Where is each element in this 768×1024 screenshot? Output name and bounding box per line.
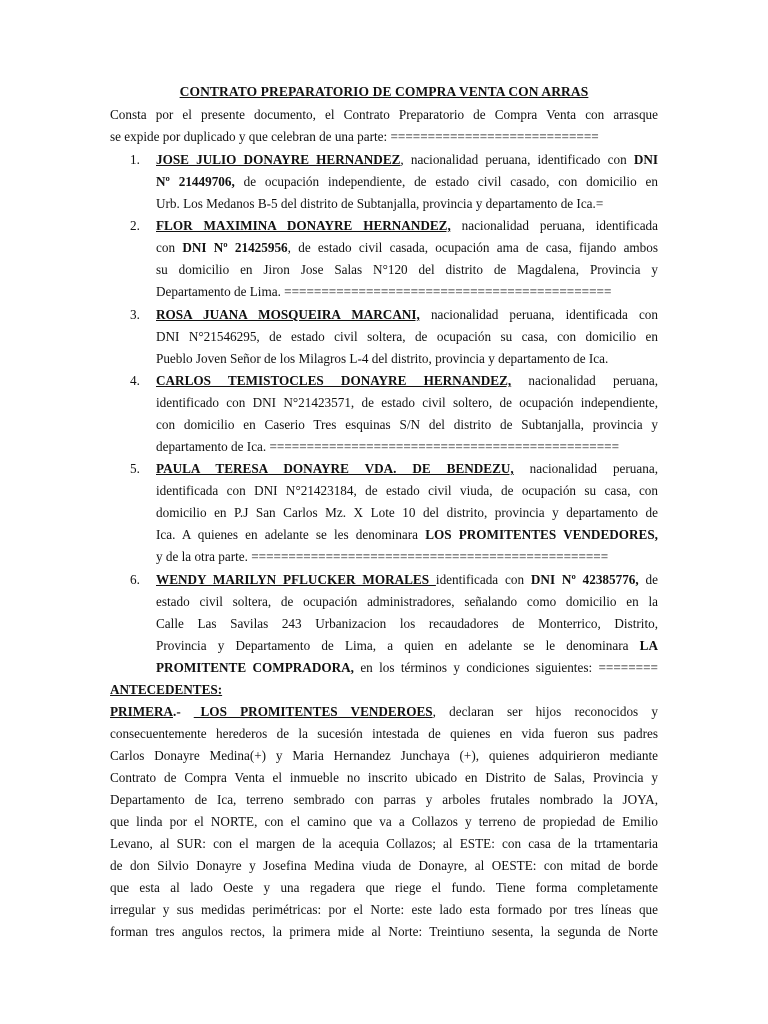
party-6-line-1-rest: identificada con: [435, 572, 531, 587]
party-2-line-2: [156, 237, 658, 259]
party-6-buyer-label-start: LA: [639, 638, 658, 653]
party-4-number: 4.: [130, 373, 140, 388]
party-1-dni-label: DNI: [633, 152, 658, 167]
party-5-line-2: identificada con DNI N°21423184, de estado civil viuda, de ocupación su casa, con: [156, 483, 658, 498]
party-1-line-1: [156, 149, 658, 171]
party-6-number: 6.: [130, 572, 140, 587]
party-1-line-2-rest: de ocupación independiente, de estado civil casado, con domicilio en: [234, 174, 658, 189]
party-1-dni-number: Nº 21449706,: [156, 174, 235, 189]
intro-line-2: se expide por duplicado y que celebran de una parte: ============================: [110, 129, 599, 144]
antecedentes-line: Contrato de Compra Venta el inmueble no inscrito ubicado en Distrito de Salas, Provincia y: [110, 770, 658, 785]
party-3-number: 3.: [130, 307, 140, 322]
party-4-line-1-rest: nacionalidad peruana,: [511, 373, 658, 388]
party-4-name: CARLOS TEMISTOCLES DONAYRE HERNANDEZ,: [156, 373, 512, 388]
primera-separator: .-: [173, 704, 194, 719]
party-6-dni: DNI Nº 42385776,: [530, 572, 639, 587]
party-6-name: WENDY MARILYN PFLUCKER MORALES: [156, 572, 436, 587]
party-2-line-4: Departamento de Lima. ============================================: [156, 284, 612, 299]
party-6-line-5: [156, 657, 658, 679]
antecedentes-line: consecuentemente herederos de la sucesión intestada de quienes en vida fueron sus padres: [110, 726, 658, 741]
party-4-line-4: departamento de Ica. ===============================================: [156, 439, 620, 454]
party-2-number: 2.: [130, 218, 140, 233]
document-title: CONTRATO PREPARATORIO DE COMPRA VENTA CON ARRAS: [179, 84, 589, 99]
party-6-line-1: [156, 569, 658, 591]
antecedentes-line: Departamento de Ica, terreno sembrado con parras y arboles frutales nombrado la JOYA,: [110, 792, 658, 807]
party-6-line-5-rest: en los términos y condiciones siguientes: ========: [353, 660, 658, 675]
party-5-name: PAULA TERESA DONAYRE VDA. DE BENDEZU,: [156, 461, 514, 476]
party-5-line-1-rest: nacionalidad peruana,: [513, 461, 658, 476]
party-6-line-4: [156, 635, 658, 657]
antecedentes-line: que esta al lado Oeste y una regadera que riege el fundo. Tiene forma completamente: [110, 880, 658, 895]
party-2-line-1-rest: nacionalidad peruana, identificada: [450, 218, 658, 233]
antecedentes-line: irregular y sus medidas perimétricas: por el Norte: este lado esta formado por tres líneas que: [110, 902, 658, 917]
party-1-line-3: Urb. Los Medanos B-5 del distrito de Subtanjalla, provincia y departamento de Ica.=: [156, 196, 604, 211]
party-1-number: 1.: [130, 152, 140, 167]
party-6-line-1-tail: de: [638, 572, 658, 587]
party-4-line-1: [156, 370, 658, 392]
party-5-line-4-pre: Ica. A quienes en adelante se les denominara: [156, 527, 426, 542]
party-3-line-2: DNI N°21546295, de estado civil soltera, de ocupación su casa, con domicilio en: [156, 329, 658, 344]
party-5-line-1: [156, 458, 658, 480]
party-3-name: ROSA JUANA MOSQUEIRA MARCANI,: [156, 307, 420, 322]
party-1-name: JOSE JULIO DONAYRE HERNANDEZ: [156, 152, 401, 167]
antecedentes-line: de don Silvio Donayre y Josefina Medina viuda de Donayre, al OESTE: con mitad de borde: [110, 858, 658, 873]
party-4-line-3: con domicilio en Caserio Tres esquinas S/N del distrito de Subtanjalla, provincia y: [156, 417, 658, 432]
antecedentes-line: que linda por el NORTE, con el camino que va a Collazos y terreno de propiedad de Emilio: [110, 814, 658, 829]
antecedentes-line: forman tres angulos rectos, la primera mide al Norte: Treintiuno sesenta, la segunda de Norte: [110, 924, 658, 939]
party-3-line-3: Pueblo Joven Señor de los Milagros L-4 del distrito, provincia y departamento de Ica.: [156, 351, 609, 366]
party-2-line-2-pre: con: [156, 240, 183, 255]
party-2-line-1: [156, 215, 658, 237]
party-2-name: FLOR MAXIMINA DONAYRE HERNANDEZ,: [156, 218, 451, 233]
party-3-line-1-rest: nacionalidad peruana, identificada con: [419, 307, 658, 322]
primera-line-1-rest: , declaran ser hijos reconocidos y: [432, 704, 658, 719]
party-6-line-3: Calle Las Savilas 243 Urbanizacion los recaudadores de Monterrico, Distrito,: [156, 616, 658, 631]
party-2-line-3: su domicilio en Jiron Jose Salas N°120 del distrito de Magdalena, Provincia y: [156, 262, 658, 277]
party-6-buyer-label-end: PROMITENTE COMPRADORA,: [156, 660, 354, 675]
party-2-line-2-rest: , de estado civil casada, ocupación ama de casa, fijando ambos: [287, 240, 658, 255]
party-6-line-2: estado civil soltera, de ocupación administradores, señalando como domicilio en la: [156, 594, 658, 609]
party-1-line-2: [156, 171, 658, 193]
party-5-number: 5.: [130, 461, 140, 476]
antecedentes-line: Levano, al SUR: con el margen de la acequia Collazos; al ESTE: con casa de la trtamentaria: [110, 836, 658, 851]
party-1-line-1-rest: , nacionalidad peruana, identificado con: [400, 152, 634, 167]
primera-sellers: _LOS PROMITENTES VENDEROES: [193, 704, 433, 719]
primera-label: PRIMERA: [110, 704, 174, 719]
intro-line-1: Consta por el presente documento, el Contrato Preparatorio de Compra Venta con arrasque: [110, 107, 658, 122]
antecedentes-heading: ANTECEDENTES:: [110, 682, 223, 697]
party-3-line-1: [156, 304, 658, 326]
party-5-line-5: y de la otra parte. ================================================: [156, 549, 609, 564]
party-5-line-3: domicilio en P.J San Carlos Mz. X Lote 10 del distrito, provincia y departamento de: [156, 505, 658, 520]
party-4-line-2: identificado con DNI N°21423571, de estado civil soltero, de ocupación independiente,: [156, 395, 658, 410]
party-5-sellers-label: LOS PROMITENTES VENDEDORES,: [425, 527, 658, 542]
antecedentes-line: Carlos Donayre Medina(+) y Maria Hernandez Junchaya (+), quienes adquirieron mediante: [110, 748, 658, 763]
primera-line-1: [110, 701, 658, 723]
party-5-line-4: [156, 524, 658, 546]
party-2-dni: DNI Nº 21425956: [182, 240, 288, 255]
party-6-line-4-pre: Provincia y Departamento de Lima, a quien en adelante se le denominara: [156, 638, 640, 653]
